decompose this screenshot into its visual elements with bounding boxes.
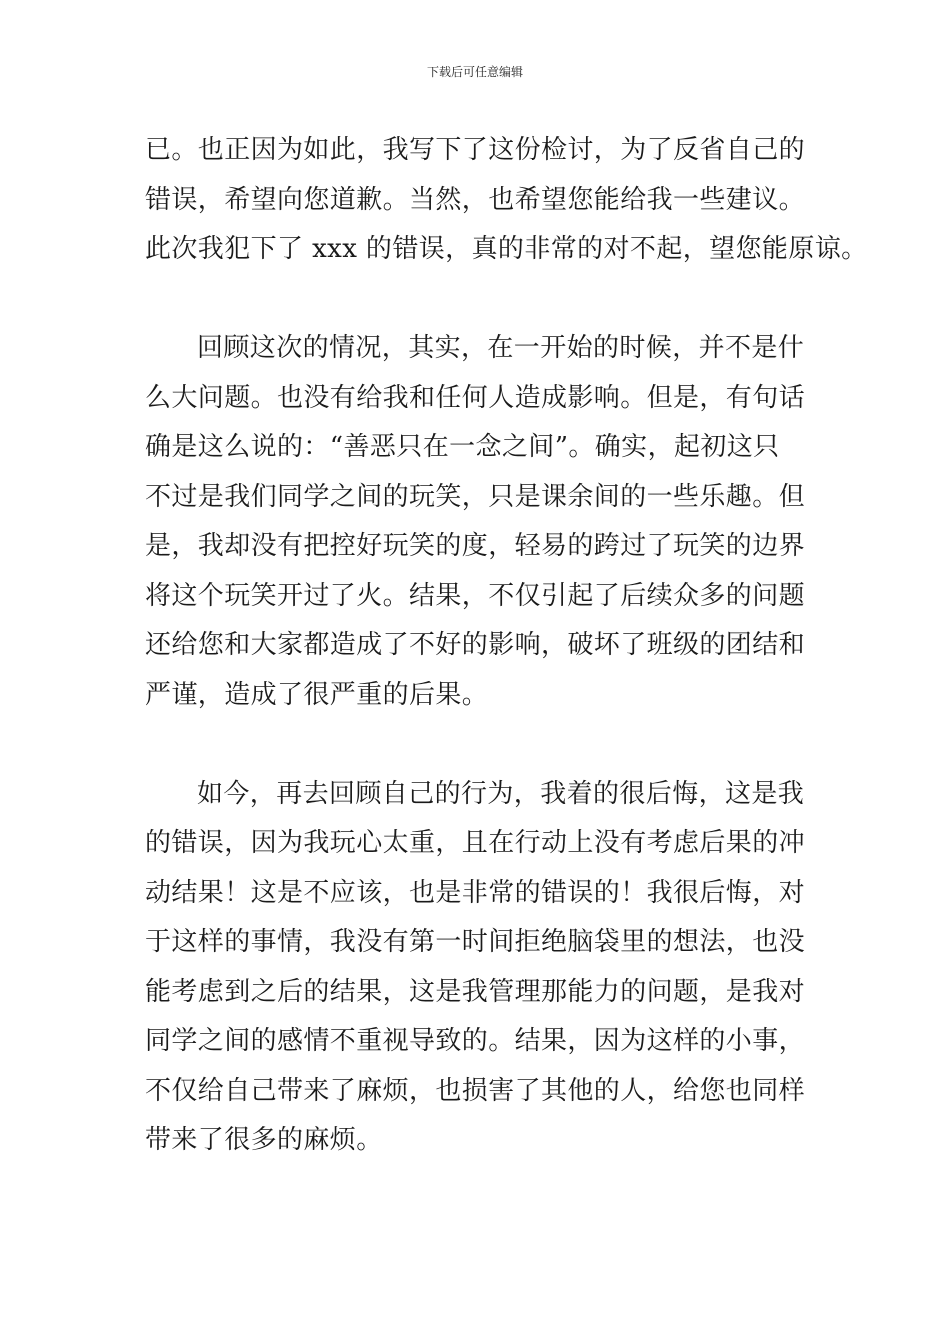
paragraph-gap [145, 720, 815, 770]
text-line: 同学之间的感情不重视导致的。结果，因为这样的小事， [145, 1026, 806, 1056]
paragraph-gap [145, 275, 815, 325]
text-line: 不过是我们同学之间的玩笑，只是课余间的一些乐趣。但 [145, 481, 806, 512]
text-line: 已。也正因为如此，我写下了这份检讨，为了反省自己的 [145, 135, 806, 165]
text-line: 的错误，因为我玩心太重，且在行动上没有考虑后果的冲 [145, 828, 806, 858]
text-line: 于这样的事情，我没有第一时间拒绝脑袋里的想法，也没 [145, 927, 806, 957]
text-line: 严谨，造成了很严重的后果。 [145, 679, 489, 710]
paragraph [145, 126, 868, 275]
page-header-note: 下载后可任意编辑 [426, 65, 523, 79]
text-line: 错误，希望向您道歉。当然，也希望您能给我一些建议。 [145, 184, 806, 215]
text-line: 能考虑到之后的结果，这是我管理那能力的问题，是我对 [145, 976, 806, 1007]
text-line: 带来了很多的麻烦。 [145, 1125, 383, 1155]
paragraph [145, 770, 815, 1166]
text-line: 还给您和大家都造成了不好的影响，破坏了班级的团结和 [145, 630, 806, 660]
text-line: 不仅给自己带来了麻烦，也损害了其他的人，给您也同样 [145, 1075, 806, 1106]
text-line: 此次我犯下了 xxx 的错误，真的非常的对不起，望您能原谅。 [145, 234, 868, 264]
text-line: 是，我却没有把控好玩笑的度，轻易的跨过了玩笑的边界 [145, 531, 806, 561]
text-line: 将这个玩笑开过了火。结果，不仅引起了后续众多的问题 [145, 580, 806, 611]
text-line-first: 如今，再去回顾自己的行为，我着的很后悔，这是我 [197, 778, 805, 809]
text-line: 确是这么说的：“善恶只在一念之间”。确实，起初这只 [145, 432, 780, 462]
paragraph [145, 324, 815, 720]
text-line: 么大问题。也没有给我和任何人造成影响。但是，有句话 [145, 382, 806, 413]
document-body [145, 126, 868, 1166]
text-line-first: 回顾这次的情况，其实，在一开始的时候，并不是什 [197, 333, 805, 363]
text-line: 动结果！这是不应该，也是非常的错误的！我很后悔，对 [145, 877, 806, 908]
